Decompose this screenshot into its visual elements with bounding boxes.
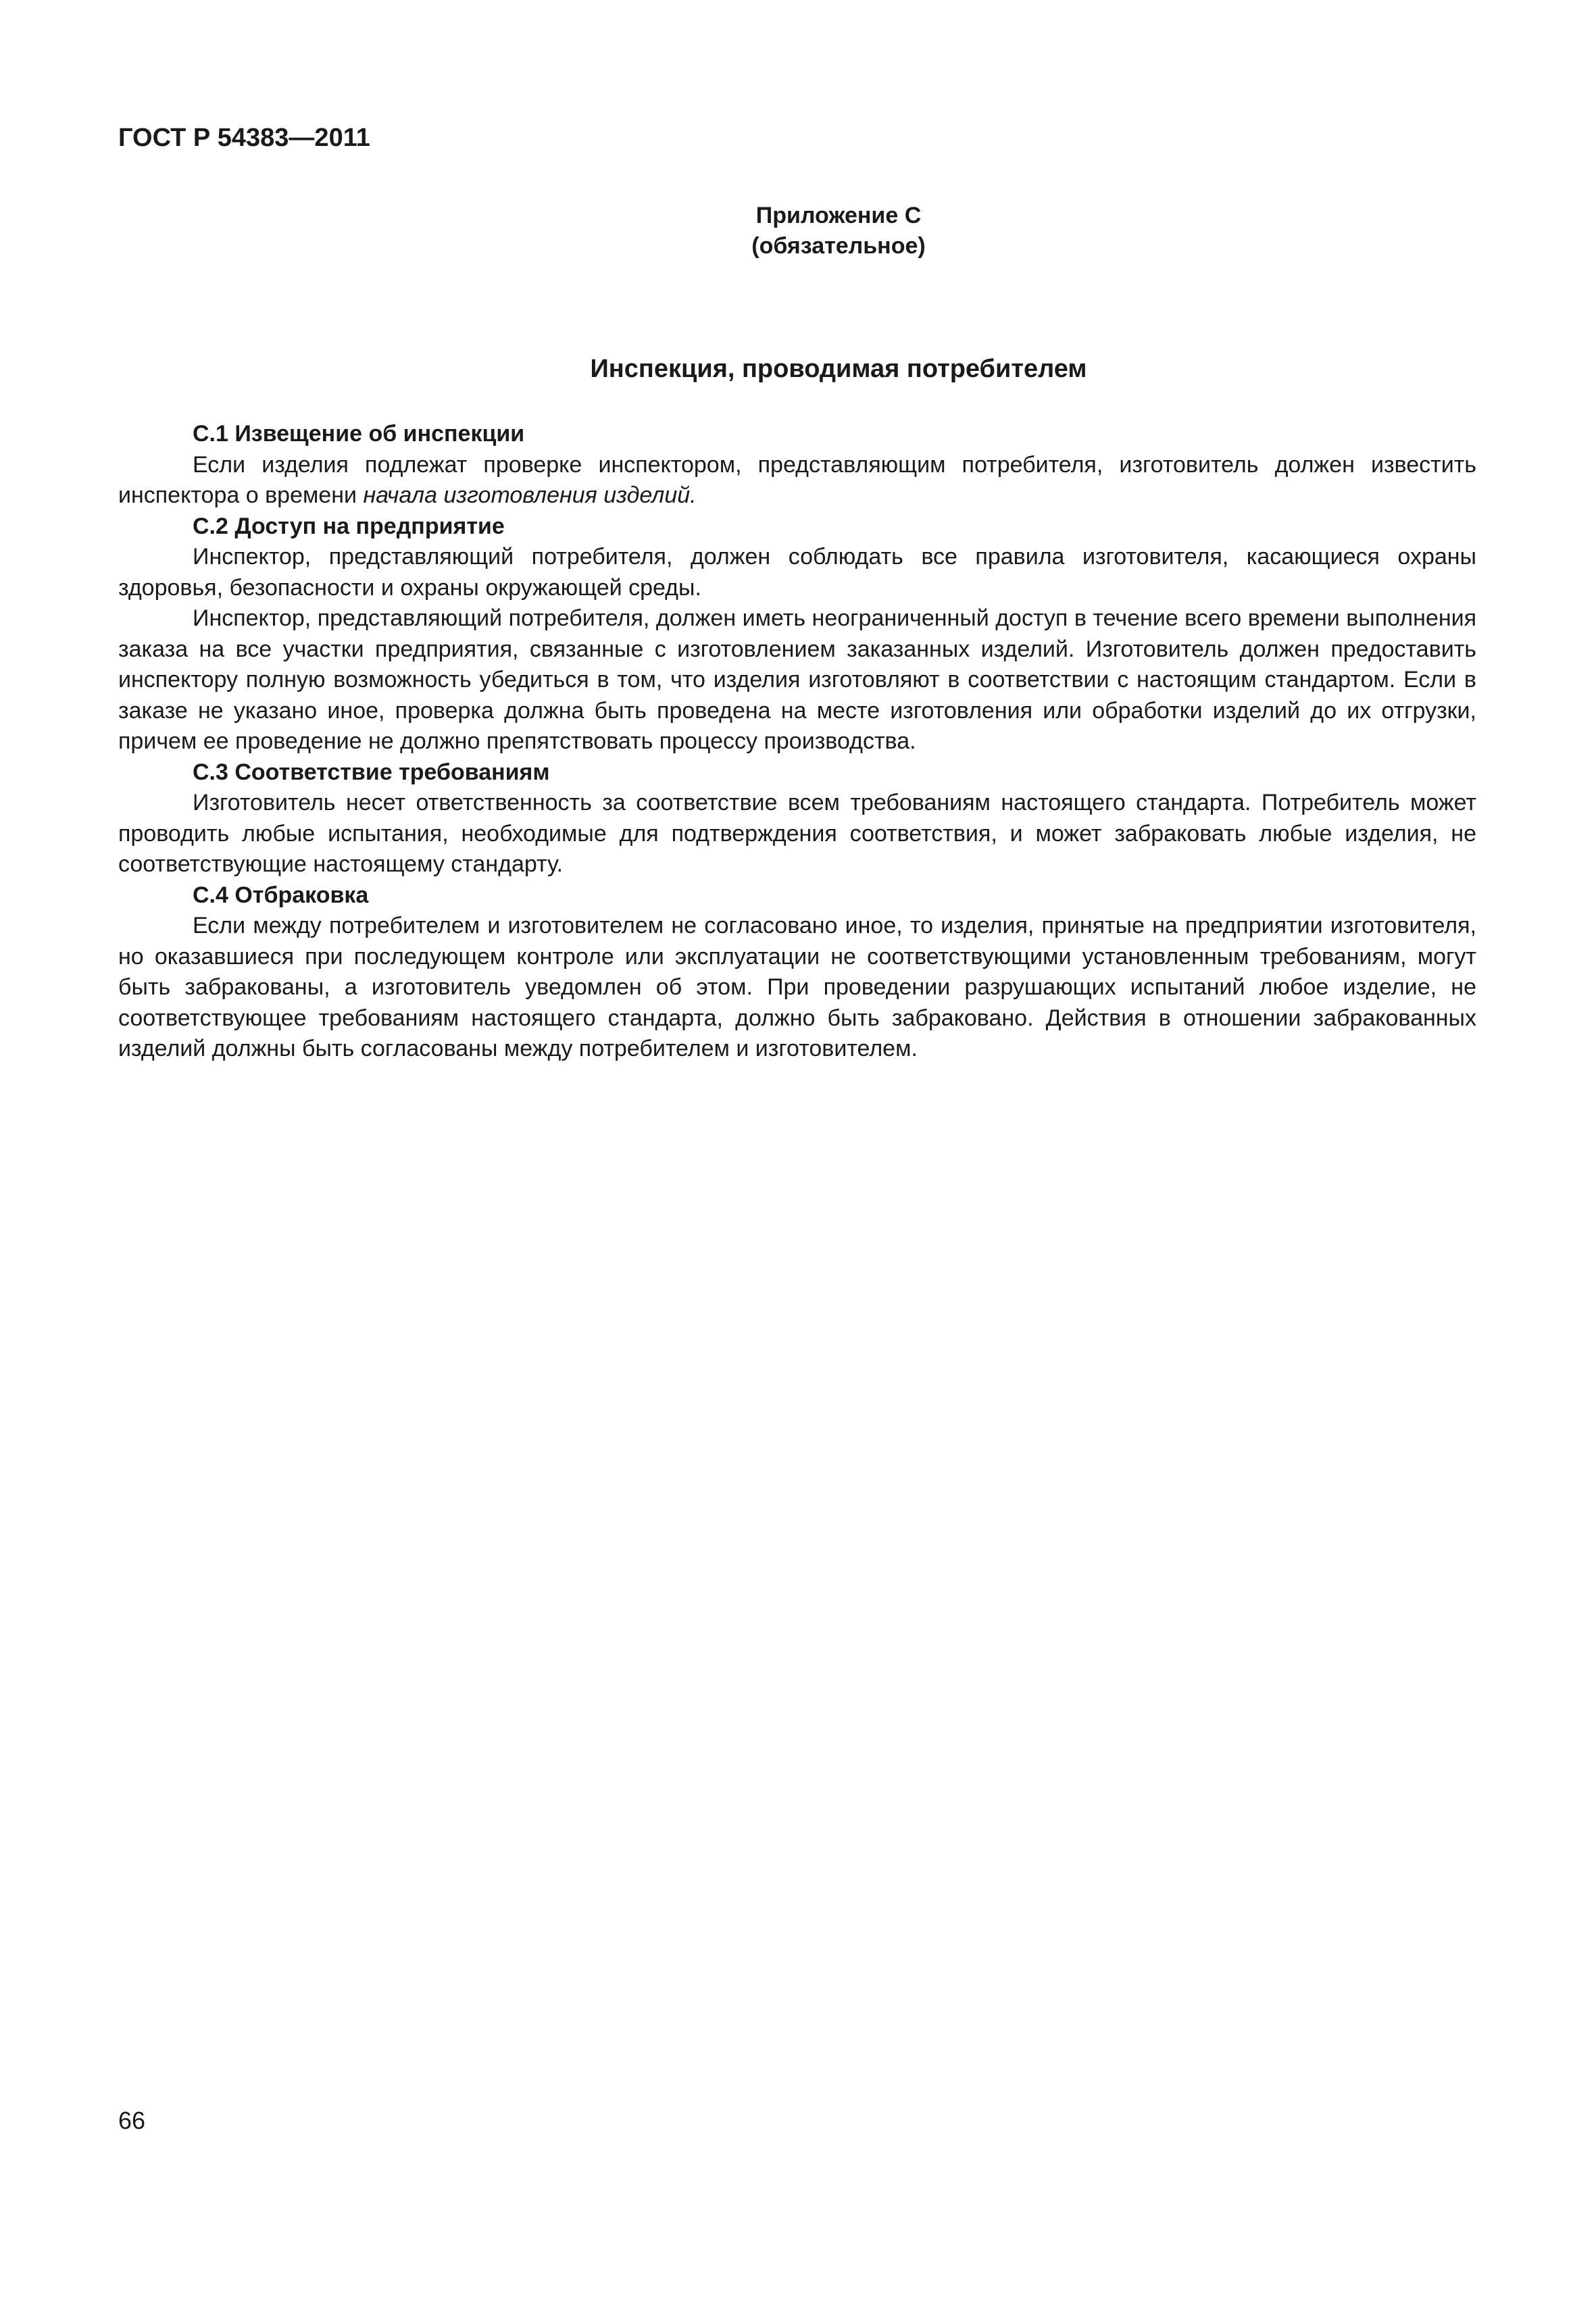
section-heading-c4: С.4 Отбраковка [193,882,369,908]
annex-status: (обязательное) [751,233,926,259]
section-c1-italic-text: начала изготовления изделий. [363,482,697,508]
section-heading-c1: С.1 Извещение об инспекции [193,421,525,447]
document-identifier: ГОСТ Р 54383—2011 [118,124,370,152]
section-c4-paragraph: Если между потребителем и изготовителем не согласовано иное, то изделия, принятые на предприятии изготовителя, но оказавшиеся при последующем контроле или эксплуатации не соответствующими установленным требованиям, могут быть забракованы, а изготовитель уведомлен об этом. При проведении разрушающих испытаний любое изделие, не соответствующее требованиям настоящего стандарта, должно быть забраковано. Действия в отношении забракованных изделий должны быть согласованы между потребителем и изготовителем. [118,913,1476,1061]
body-text [118,419,1476,1065]
section-heading-c2: С.2 Доступ на предприятие [193,513,505,539]
page-title: Инспекция, проводимая потребителем [590,355,1087,383]
page-number: 66 [118,2107,146,2134]
section-c3-paragraph: Изготовитель несет ответственность за соответствие всем требованиям настоящего стандарта. Потребитель может проводить любые испытания, необходимые для подтверждения соответствия, и может забраковать любые изделия, не соответствующие настоящему стандарту. [118,790,1476,877]
annex-title: Приложение С [755,203,922,228]
section-c1-paragraph [118,450,1476,511]
section-heading-c3: С.3 Соответствие требованиям [193,759,550,785]
section-c2-paragraph-2: Инспектор, представляющий потребителя, должен иметь неограниченный доступ в течение всего времени выполнения заказа на все участки предприятия, связанные с изготовлением заказанных изделий. Изготовитель должен предоставить инспектору полную возможность убедиться в том, что изделия изготовляют в соответствии с настоящим стандартом. Если в заказе не указано иное, проверка должна быть проведена на месте изготовления или обработки изделий до их отгрузки, причем ее проведение не должно препятствовать процессу производства. [118,605,1476,754]
section-c1-text: Если изделия подлежат проверке инспектором, представляющим потребителя, изготовитель должен известить инспектора о времени [118,451,1476,508]
section-c2-paragraph-1: Инспектор, представляющий потребителя, должен соблюдать все правила изготовителя, касающиеся охраны здоровья, безопасности и охраны окружающей среды. [118,544,1476,601]
